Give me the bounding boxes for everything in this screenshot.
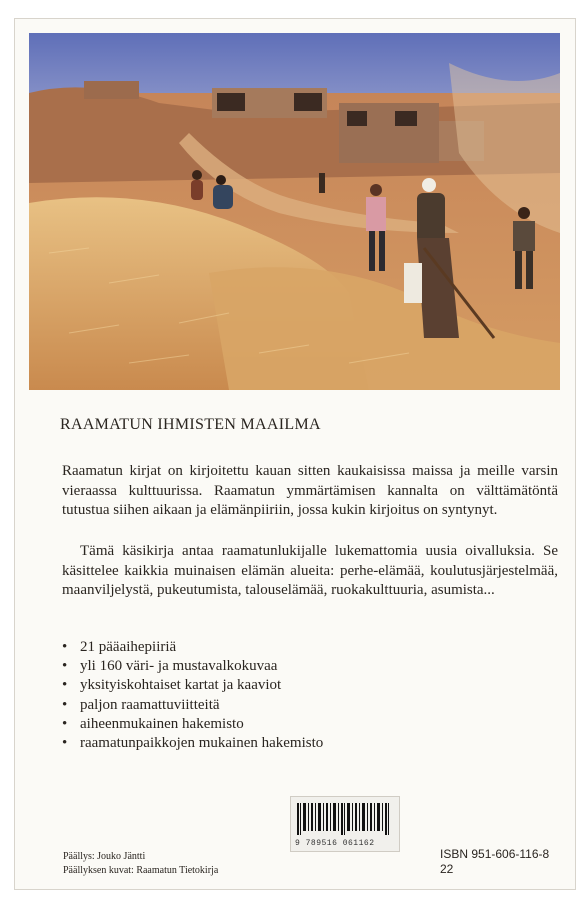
book-title: RAAMATUN IHMISTEN MAAILMA — [60, 416, 321, 433]
feature-item: • 21 pääaihepiiriä — [62, 638, 323, 657]
description-paragraph-1: Raamatun kirjat on kirjoitettu kauan sitten kaukaisissa maissa ja meille varsin vieraassa kulttuurissa. Raamatun ymmärtämisen kannalta on välttämätöntä tutustua siihen aikaan ja elämänpiiriin, jossa kukin kirjoitus on syntynyt. — [62, 463, 558, 519]
isbn-block — [440, 847, 549, 877]
feature-item: • raamatunpaikkojen mukainen hakemisto — [62, 734, 323, 753]
cover-design-credit: Päällys: Jouko Jäntti — [63, 851, 146, 862]
cover-credits — [63, 850, 218, 878]
feature-list — [62, 638, 323, 753]
barcode-sticker — [290, 796, 400, 852]
threshing-scene-image — [29, 33, 560, 390]
feature-item: • paljon raamattuviitteitä — [62, 696, 323, 715]
description-paragraph-2: Tämä käsikirja antaa raamatunlukijalle lukemattomia uusia oivalluksia. Se käsittelee kaikkia muinaisen elämän alueita: perhe-elämää, koulutusjärjestelmää, maanviljelystä, pukeutumista, talouselämää, ruokakulttuuria, asumista... — [62, 543, 558, 599]
feature-item: • aiheenmukainen hakemisto — [62, 715, 323, 734]
barcode-digits: 9 789516 061162 — [295, 839, 375, 848]
feature-item: • yksityiskohtaiset kartat ja kaaviot — [62, 676, 323, 695]
cover-photo-credit: Päällyksen kuvat: Raamatun Tietokirja — [63, 865, 219, 876]
cover-photo — [29, 33, 560, 390]
isbn-number: ISBN 951-606-116-8 — [440, 847, 550, 861]
barcode-icon — [291, 797, 399, 839]
feature-item: • yli 160 väri- ja mustavalkokuvaa — [62, 657, 323, 676]
product-code: 22 — [440, 862, 454, 876]
